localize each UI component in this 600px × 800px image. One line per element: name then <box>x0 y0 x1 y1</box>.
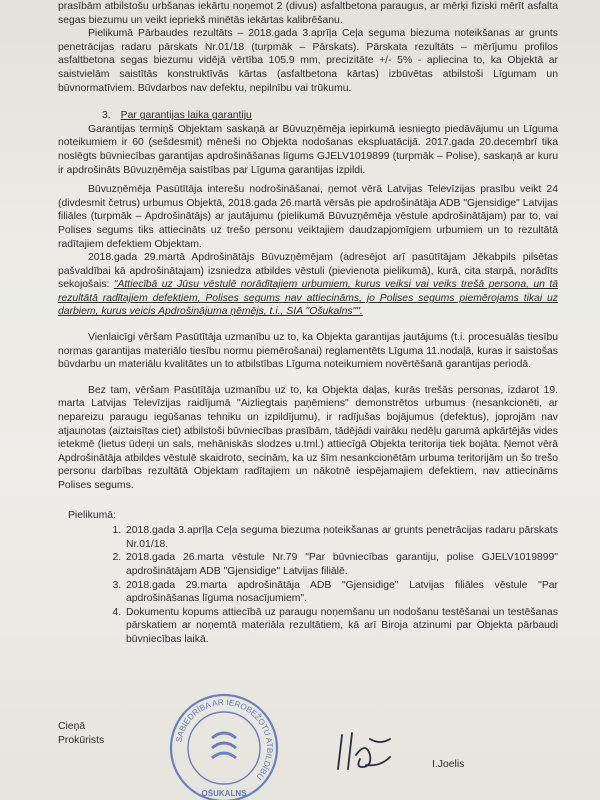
results-paragraph: Pielikumā Pārbaudes rezultāts – 2018.gada 3.aprīļa Ceļa seguma biezuma noteikšanas ar grunts penetrācijas radaru pārskats Nr.01/18 (turpmāk – Pārskats). Pārskata rezultāts – mērījumu profilos asfaltbetona segas biezumu vidējā vērtība 105.9 mm, precizitāte +/- 5% - apliecina to, ka Objektā ar saistvielām saistītās konstruktīvās kārtas (asfaltbetona kārtas) izbūvētas atbilstoši Līgumam un būvnormatīviem. Būvdarbos nav defektu, nepilnību vai trūkumu. <box>58 28 558 94</box>
attachment-item: 3. 2018.gada 29.marta apdrošinātāja ADB "Gjensidige" Latvijas filiāles vēstule "Par apdrošināšanas līguma nosacījumiem". <box>124 579 558 606</box>
company-stamp <box>168 692 280 800</box>
signature-block <box>58 720 558 747</box>
handwritten-signature <box>330 725 400 777</box>
section-title: Par garantijas laika garantiju <box>120 110 252 122</box>
attachment-item: 4. Dokumentu kopums attiecībā uz paraugu noņemšanu un nodošanu testēšanai un testēšanas pārskatiem ar noņemtā materiāla rezultātiem, kā arī Biroja atzinumi par Objekta pārbaudi būvniecības laikā. <box>124 606 558 647</box>
stamp-outer-text: SABIEDRĪBA AR IEROBEŽOTU ATBILDĪBU <box>174 697 275 782</box>
attachments-title: Pielikumā: <box>68 509 116 521</box>
simultaneously-paragraph: Vienlaicīgi vēršam Pasūtītāja uzmanību uz to, ka Objekta garantijas jautājums (t.i. procesuālās tiesību normas garantijas materiālo tiesību normu piemērošanai) reglamentēts Līguma 11.nodaļā, kuras ir saistošas būvdarbu un materiālu kvalitātes un to atbilstības Līguma noteikumiem novērtēšanā garantijas periodā. <box>58 332 558 371</box>
attachments-list <box>58 524 558 646</box>
section-heading <box>102 109 558 123</box>
insurer-reply-paragraph <box>58 251 558 319</box>
closing-word: Cieņā <box>58 721 86 732</box>
stamp-logo-icon <box>212 733 236 758</box>
furthermore-paragraph: Bez tam, vēršam Pasūtītāja uzmanību uz to, ka Objekta daļas, kurās trešās personas, izdarot 19. marta Latvijas Televīzijas raidījumā "Aizliegtais paņēmiens" demonstrētos urbumus (nesankcionēti, ar nepareizu paraugu iegūšanas tehniku un izpildījumu), ir radījušas bojājumus (defektus), joprojām nav atjaunotas (aiztaisītas ciet) atbilstoši būvniecības prasībām, tādējādi vairāku nedēļu garumā apkārtējās vides ietekmē (lietus ūdeņi un sals, mehāniskās slodzes u.tml.) attiecīgā Objekta teritorija tiek bojāta. Ņemot vērā Apdrošinātāja atbildes vēstulē skaidroto, secinām, ka uz šīm nesankcionētām urbuma teritorijām un šo trešo personu darbības rezultātā Objektam radītajiem un nākotnē iespējamajiem defektiem, nav attiecināms Polises segums. <box>58 384 558 491</box>
signatory-role: Prokūrists <box>58 734 105 746</box>
signatory-name: I.Joelis <box>432 759 465 770</box>
insurer-reply-text: 2018.gada 29.martā Apdrošinātājs Būvuzņēmējam (adresējot arī pasūtītājam Jēkabpils pilsētas pašvaldībai kā apdrošinātajam) izsniedza atbildes vēstuli (pievienota pielikumā), kurā, cita starpā, norādīts sekojošais: <box>58 252 558 291</box>
section-number: 3. <box>102 110 111 122</box>
attachment-item: 1. 2018.gada 3.aprīļa Ceļa seguma biezuma noteikšanas ar grunts penetrācijas radaru pārskats Nr.01/18. <box>124 524 558 551</box>
intro-paragraph: prasībām atbilstošu urbšanas iekārtu noņemot 2 (divus) asfaltbetona paraugus, ar mērķi fiziski mērīt asfalta segas biezumu un veikt iepriekš minētās iekārtas kalibrēšanu. <box>58 1 558 26</box>
attachment-item: 2. 2018.gada 26.marta vēstule Nr.79 "Par būvniecības garantiju, polise GJELV1019899" apdrošinātājam ADB "Gjensidige" Latvijas filiālē. <box>124 551 558 578</box>
stamp-company-name: OŠUKALNS <box>201 789 247 798</box>
guarantee-paragraph: Garantijas termiņš Objektam saskaņā ar Būvuzņēmēja iepirkumā iesniegto piedāvājumu un Līguma noteikumiem ir 60 (sešdesmit) mēneši no Objekta nodošanas ekspluatācijā. 2017.gada 20.decembrī tika noslēgts būvniecības garantijas apdrošināšanas līgums GJELV1019899 (turpmāk – Polise), saskaņā ar kuru ir apdrošināts Būvuzņēmēja saistības par Līguma garantijas izpildi. <box>58 123 558 176</box>
insurer-quote: "Attiecībā uz Jūsu vēstulē norādītajiem urbumiem, kurus veiksi vai veiks trešā persona, un tā rezultātā radītajiem defektiem, Polises segums nav attiecināms, jo Polises segums piemērojams tikai uz darbiem, kurus veicis Apdrošinājuma ņēmējs, t.i., SIA "Ošukalns"". <box>58 279 558 318</box>
letter-body <box>58 0 558 647</box>
contractor-paragraph: Būvuzņēmēja Pasūtītāja interešu nodrošināšanai, ņemot vērā Latvijas Televīzijas prasību veikt 24 (divdesmit četrus) urbumus Objektā, 2018.gada 26.martā vērsās pie apdrošinātāja ADB "Gjensidige" Latvijas filiāles (turpmāk – Apdrošinātājs) ar jautājumu (pielikumā Būvuzņēmēja vēstule apdrošinātājam) par to, vai Polises segums tiks attiecināts uz trešo personu veiktajiem daudzapjomīgiem urbumiem un to rezultātā radītajiem defektiem Objektam. <box>58 184 558 250</box>
